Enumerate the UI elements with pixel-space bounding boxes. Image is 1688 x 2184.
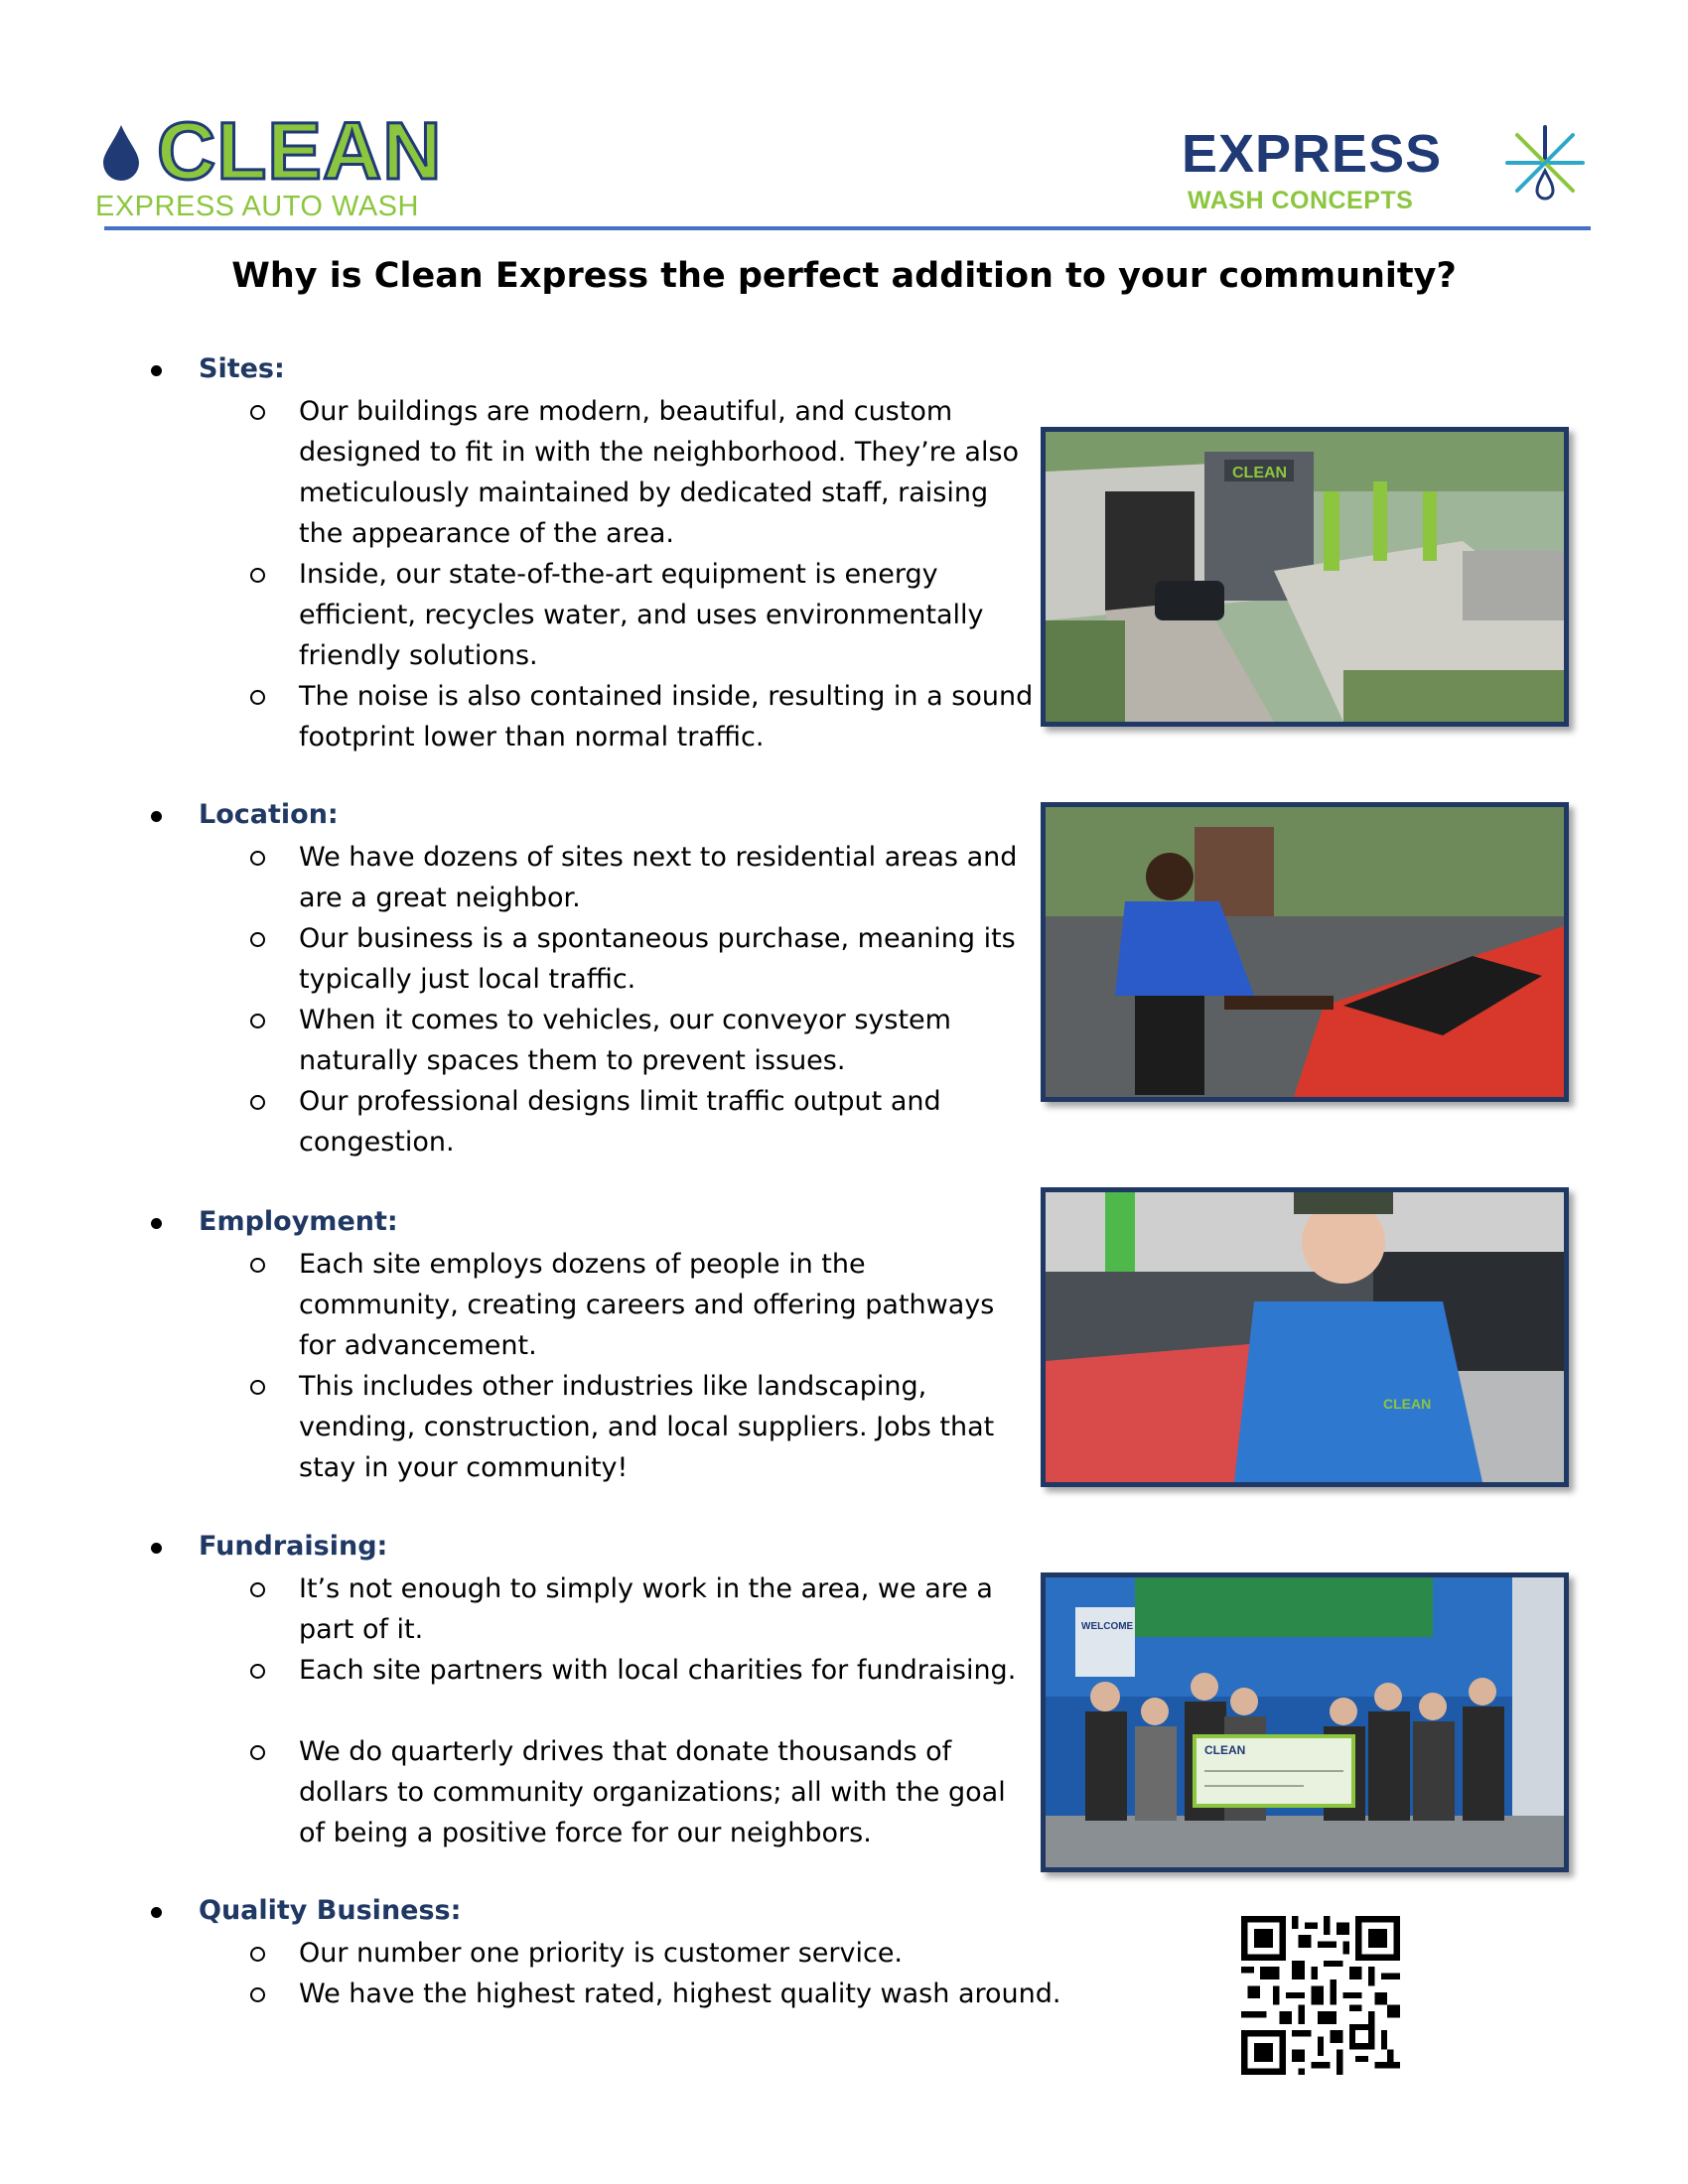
- building-sign-text: CLEAN: [1232, 465, 1288, 481]
- sub-bullet-icon: [250, 1014, 265, 1028]
- section-heading: Fundraising:: [199, 1531, 388, 1562]
- express-tagline: WASH CONCEPTS: [1188, 187, 1414, 214]
- photo-car-wash-building: [1041, 427, 1569, 727]
- section-heading: Location:: [199, 799, 339, 830]
- welcome-sign-text: WELCOME: [1081, 1621, 1134, 1632]
- sub-bullet-icon: [250, 1664, 265, 1679]
- header-divider: [104, 226, 1591, 230]
- sub-bullet-icon: [250, 405, 265, 420]
- sub-bullet-icon: [250, 1987, 265, 2002]
- sub-bullet-icon: [250, 1582, 265, 1597]
- shirt-logo-text: CLEAN: [1383, 1396, 1432, 1412]
- qr-code-icon: [1241, 1916, 1400, 2075]
- section-heading: Sites:: [199, 353, 285, 384]
- clean-tagline: EXPRESS AUTO WASH: [95, 191, 419, 222]
- photo-attendant-greeting: [1041, 802, 1569, 1102]
- sub-bullet-icon: [250, 932, 265, 947]
- water-drop-icon: [99, 123, 143, 183]
- photo-employee-smiling: [1041, 1187, 1569, 1487]
- express-wash-concepts-logo: [1182, 124, 1599, 226]
- sub-bullet-icon: [250, 1258, 265, 1273]
- sub-bullet-icon: [250, 851, 265, 866]
- page-title: Why is Clean Express the perfect addition to your community?: [231, 256, 1457, 296]
- sub-bullet-icon: [250, 1380, 265, 1395]
- sub-bullet-icon: [250, 1947, 265, 1962]
- starburst-drop-icon: [1497, 121, 1593, 216]
- photo-fundraising-group: [1041, 1572, 1569, 1872]
- section-heading: Employment:: [199, 1206, 398, 1237]
- express-brand-text: EXPRESS: [1182, 124, 1443, 184]
- section-heading: Quality Business:: [199, 1895, 462, 1926]
- clean-express-logo: [95, 106, 443, 222]
- sub-bullet-icon: [250, 1095, 265, 1110]
- sub-bullet-icon: [250, 1745, 265, 1760]
- sub-bullet-icon: [250, 568, 265, 583]
- check-logo-text: CLEAN: [1204, 1743, 1246, 1757]
- clean-brand-text: CLEAN: [157, 106, 443, 197]
- sub-bullet-icon: [250, 690, 265, 705]
